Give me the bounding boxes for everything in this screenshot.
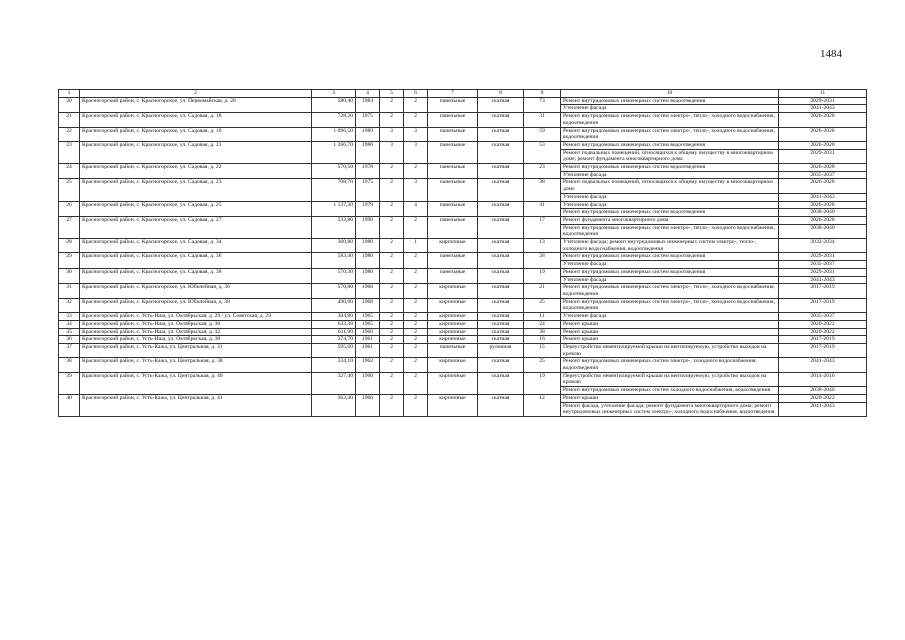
row-number: 25 — [59, 179, 80, 201]
column-number: 2 — [80, 90, 312, 98]
roof-type: скатная — [478, 141, 524, 163]
wall-material: кирпичные — [428, 298, 478, 312]
building-area: 728,20 — [312, 113, 356, 127]
row-number: 33 — [59, 313, 80, 321]
apartment-count: 25 — [524, 358, 561, 372]
repair-period: 2029-2031 — [779, 97, 867, 105]
repair-work: Ремонт внутридомовых инженерных систем водоотведения — [561, 209, 779, 217]
build-year: 1961 — [356, 343, 380, 357]
apartment-count: 53 — [524, 141, 561, 163]
repair-period: 2041-2043 — [779, 105, 867, 113]
wall-material: панельные — [428, 179, 478, 201]
table-row — [59, 253, 867, 261]
roof-type: скатная — [478, 127, 524, 141]
apartment-count: 17 — [524, 216, 561, 238]
apartment-count: 19 — [524, 268, 561, 283]
table-row — [59, 343, 867, 357]
repair-work: Ремонт внутридомовых инженерных систем электро-, холодного водоснабжения, водоотведения — [561, 358, 779, 372]
repair-period: 2041-2043 — [779, 193, 867, 201]
wall-material: кирпичные — [428, 394, 478, 416]
row-number: 29 — [59, 253, 80, 268]
repair-period: 2041-2043 — [779, 358, 867, 372]
building-area: 633,38 — [312, 320, 356, 328]
building-area: 327,40 — [312, 372, 356, 394]
floor-count: 2 — [380, 343, 404, 357]
repair-period: 2029-2031 — [779, 268, 867, 276]
row-number: 23 — [59, 141, 80, 163]
row-number: 37 — [59, 343, 80, 357]
building-address: Красногорский район, с. Красногорское, ул. Садовая, д. 34 — [80, 239, 312, 253]
repair-work: Ремонт внутридомовых инженерных систем водоотведения — [561, 253, 779, 261]
building-address: Красногорский район, с. Усть-Кажа, ул. Центральная, д. 41 — [80, 394, 312, 416]
entrance-count: 2 — [404, 216, 428, 238]
table-row — [59, 268, 867, 276]
repair-work: Утепление фасада — [561, 171, 779, 179]
repair-work: Утепление фасада — [561, 313, 779, 321]
row-number: 27 — [59, 216, 80, 238]
apartment-count: 23 — [524, 164, 561, 179]
roof-type: скатная — [478, 179, 524, 201]
repair-period: 2041-2043 — [779, 402, 867, 416]
row-number: 39 — [59, 372, 80, 394]
row-number: 38 — [59, 358, 80, 372]
entrance-count: 2 — [404, 164, 428, 179]
repair-period: 2038-2040 — [779, 387, 867, 395]
repair-period: 2017-2019 — [779, 336, 867, 344]
column-number: 11 — [779, 90, 867, 98]
floor-count: 2 — [380, 179, 404, 201]
apartment-count: 15 — [524, 343, 561, 357]
repair-work: Переустройство невентилируемой крыши на вентилируемую, устройство выходов на кровлю — [561, 372, 779, 386]
row-number: 20 — [59, 97, 80, 112]
repair-period: 2038-2040 — [779, 224, 867, 238]
apartment-count: 73 — [524, 97, 561, 112]
entrance-count: 2 — [404, 328, 428, 336]
table-row — [59, 284, 867, 298]
build-year: 1980 — [356, 268, 380, 283]
wall-material: панельные — [428, 253, 478, 268]
apartment-count: 38 — [524, 179, 561, 201]
entrance-count: 2 — [404, 113, 428, 127]
apartment-count: 13 — [524, 239, 561, 253]
row-number: 34 — [59, 320, 80, 328]
table-row — [59, 127, 867, 141]
wall-material: кирпичные — [428, 328, 478, 336]
apartment-count: 11 — [524, 313, 561, 321]
wall-material: панельные — [428, 164, 478, 179]
repair-period: 2020-2022 — [779, 320, 867, 328]
entrance-count: 2 — [404, 336, 428, 344]
building-address: Красногорский район, с. Красногорское, ул. Садовая, д. 36 — [80, 253, 312, 268]
row-number: 30 — [59, 268, 80, 283]
table-row — [59, 372, 867, 386]
entrance-count: 3 — [404, 127, 428, 141]
repair-period: 2038-2040 — [779, 209, 867, 217]
build-year: 1965 — [356, 320, 380, 328]
build-year: 1980 — [356, 253, 380, 268]
wall-material: кирпичные — [428, 358, 478, 372]
building-area: 360,80 — [312, 239, 356, 253]
build-year: 1989 — [356, 127, 380, 141]
repair-work: Ремонт внутридомовых инженерных систем электро-, тепло-, холодного водоснабжения, водоотведения — [561, 113, 779, 127]
repair-period: 2026-2028 — [779, 216, 867, 224]
repair-work: Ремонт внутридомовых инженерных систем электро-, тепло-, холодного водоснабжения, водоотведения — [561, 127, 779, 141]
column-number: 5 — [380, 90, 404, 98]
row-number: 35 — [59, 328, 80, 336]
repair-work: Ремонт крыши — [561, 336, 779, 344]
floor-count: 2 — [380, 313, 404, 321]
building-address: Красногорский район, с. Красногорское, ул. Первомайская, д. 28 — [80, 97, 312, 112]
floor-count: 3 — [380, 127, 404, 141]
repair-period: 2029-2031 — [779, 253, 867, 261]
row-number: 26 — [59, 201, 80, 216]
roof-type: скатная — [478, 284, 524, 298]
wall-material: кирпичные — [428, 284, 478, 298]
column-number: 4 — [356, 90, 380, 98]
wall-material: панельные — [428, 343, 478, 357]
roof-type: скатная — [478, 358, 524, 372]
build-year: 1986 — [356, 141, 380, 163]
column-number: 8 — [478, 90, 524, 98]
row-number: 22 — [59, 127, 80, 141]
wall-material: панельные — [428, 216, 478, 238]
wall-material: панельные — [428, 141, 478, 163]
building-address: Красногорский район, с. Красногорское, ул. Садовая, д. 23 — [80, 179, 312, 201]
building-area: 570,30 — [312, 268, 356, 283]
building-address: Красногорский район, с. Красногорское, ул. Садовая, д. 38 — [80, 268, 312, 283]
repair-period: 2026-2028 — [779, 164, 867, 172]
building-area: 1 266,70 — [312, 141, 356, 163]
building-area: 363,40 — [312, 394, 356, 416]
table-row — [59, 164, 867, 172]
table-row — [59, 179, 867, 193]
entrance-count: 2 — [404, 97, 428, 112]
building-area: 570,50 — [312, 164, 356, 179]
apartment-count: 59 — [524, 127, 561, 141]
repair-work: Утепление фасада; ремонт внутридомовых инженерных систем электро-, тепло-, холодного водоснабжения, водоотведения — [561, 239, 779, 253]
column-number: 9 — [524, 90, 561, 98]
table-row — [59, 336, 867, 344]
repair-period: 2020-2022 — [779, 328, 867, 336]
table-row — [59, 97, 867, 105]
building-address: Красногорский район, с. Усть-Кажа, ул. Центральная, д. 38 — [80, 358, 312, 372]
repair-period: 2014-2016 — [779, 372, 867, 386]
repair-work: Ремонт внутридомовых инженерных систем холодного водоснабжения, водоотведения — [561, 387, 779, 395]
repair-period: 2017-2019 — [779, 298, 867, 312]
build-year: 1966 — [356, 372, 380, 394]
build-year: 1980 — [356, 239, 380, 253]
roof-type: скатная — [478, 372, 524, 394]
column-number: 6 — [404, 90, 428, 98]
row-number: 31 — [59, 284, 80, 298]
apartment-count: 19 — [524, 372, 561, 394]
table-row — [59, 113, 867, 127]
entrance-count: 2 — [404, 372, 428, 394]
wall-material: кирпичные — [428, 239, 478, 253]
table-row — [59, 298, 867, 312]
roof-type: скатная — [478, 320, 524, 328]
floor-count: 2 — [380, 201, 404, 216]
roof-type: скатная — [478, 394, 524, 416]
building-area: 570,80 — [312, 284, 356, 298]
floor-count: 2 — [380, 320, 404, 328]
repair-period: 2026-2028 — [779, 201, 867, 209]
apartment-count: 38 — [524, 328, 561, 336]
repair-work: Ремонт внутридомовых инженерных систем электро-, тепло-, холодного водоснабжения, водоотведения — [561, 284, 779, 298]
page-number: 1484 — [820, 48, 842, 60]
roof-type: скатная — [478, 298, 524, 312]
floor-count: 2 — [380, 284, 404, 298]
building-address: Красногорский район, с. Красногорское, ул. Садовая, д. 22 — [80, 164, 312, 179]
build-year: 1961 — [356, 336, 380, 344]
repair-work: Ремонт внутридомовых инженерных систем электро-, тепло-, холодного водоснабжения, водоотведения — [561, 298, 779, 312]
repair-work: Ремонт крыши — [561, 394, 779, 402]
wall-material: кирпичные — [428, 313, 478, 321]
entrance-count: 2 — [404, 253, 428, 268]
building-address: Красногорский район, с. Красногорское, ул. Садовая, д. 18 — [80, 113, 312, 127]
wall-material: кирпичные — [428, 336, 478, 344]
roof-type: рулонная — [478, 343, 524, 357]
roof-type: скатная — [478, 313, 524, 321]
wall-material: панельные — [428, 97, 478, 112]
building-address: Красногорский район, с. Усть-Кажа, ул. Центральная, д. 40 — [80, 372, 312, 394]
column-number: 7 — [428, 90, 478, 98]
floor-count: 2 — [380, 394, 404, 416]
repair-work: Утепление фасада — [561, 276, 779, 284]
building-area: 583,40 — [312, 253, 356, 268]
column-number: 1 — [59, 90, 80, 98]
roof-type: скатная — [478, 113, 524, 127]
roof-type: скатная — [478, 239, 524, 253]
entrance-count: 2 — [404, 320, 428, 328]
building-area: 1 137,30 — [312, 201, 356, 216]
entrance-count: 2 — [404, 394, 428, 416]
floor-count: 2 — [380, 358, 404, 372]
floor-count: 2 — [380, 336, 404, 344]
repair-work: Ремонт крыши — [561, 320, 779, 328]
building-area: 334,10 — [312, 358, 356, 372]
wall-material: панельные — [428, 268, 478, 283]
repair-work: Ремонт внутридомовых инженерных систем электро-, тепло-, холодного водоснабжения, водоотведения — [561, 224, 779, 238]
build-year: 1975 — [356, 113, 380, 127]
building-address: Красногорский район, с. Красногорское, ул. Садовая, д. 25 — [80, 201, 312, 216]
floor-count: 2 — [380, 97, 404, 112]
apartment-count: 31 — [524, 113, 561, 127]
wall-material: кирпичные — [428, 320, 478, 328]
floor-count: 2 — [380, 164, 404, 179]
building-address: Красногорский район, с. Красногорское, ул. Садовая, д. 21 — [80, 141, 312, 163]
repair-period: 2026-2028 — [779, 141, 867, 149]
repair-work: Ремонт подвальных помещений, относящихся к общему имуществу в многоквартирном доме — [561, 179, 779, 193]
build-year: 1978 — [356, 164, 380, 179]
table-row — [59, 216, 867, 224]
wall-material: панельные — [428, 127, 478, 141]
floor-count: 2 — [380, 328, 404, 336]
entrance-count: 2 — [404, 358, 428, 372]
floor-count: 3 — [380, 141, 404, 163]
repair-work: Переустройство невентилируемой крыши на вентилируемую, устройство выходов на кровлю — [561, 343, 779, 357]
building-area: 304,80 — [312, 313, 356, 321]
repair-period: 2032-2034 — [779, 239, 867, 253]
building-area: 374,70 — [312, 336, 356, 344]
repair-work: Ремонт внутридомовых инженерных систем водоотведения — [561, 141, 779, 149]
row-number: 36 — [59, 336, 80, 344]
repair-period: 2020-2022 — [779, 394, 867, 402]
building-area: 595,60 — [312, 343, 356, 357]
wall-material: кирпичные — [428, 372, 478, 394]
table-row — [59, 328, 867, 336]
wall-material: панельные — [428, 113, 478, 127]
repair-work: Ремонт фундамента многоквартирного дома — [561, 216, 779, 224]
build-year: 1966 — [356, 394, 380, 416]
repair-work: Ремонт внутридомовых инженерных систем водоотведения — [561, 164, 779, 172]
repair-work: Утепление фасада — [561, 261, 779, 269]
entrance-count: 3 — [404, 141, 428, 163]
repair-work: Ремонт подвальных помещений, относящихся к общему имуществу в многоквартирном доме; ремонт фундамента многоквартирного дома — [561, 149, 779, 163]
floor-count: 2 — [380, 216, 404, 238]
column-number: 3 — [312, 90, 356, 98]
repair-period: 2017-2019 — [779, 284, 867, 298]
building-area: 611,90 — [312, 328, 356, 336]
entrance-count: 1 — [404, 239, 428, 253]
repair-period: 2041-2043 — [779, 276, 867, 284]
apartment-count: 25 — [524, 298, 561, 312]
floor-count: 2 — [380, 113, 404, 127]
roof-type: скатная — [478, 164, 524, 179]
build-year: 1968 — [356, 284, 380, 298]
table-row — [59, 358, 867, 372]
repair-period: 2026-2028 — [779, 179, 867, 193]
table-row — [59, 201, 867, 209]
repair-period: 2026-2028 — [779, 127, 867, 141]
building-address: Красногорский район, с. Красногорское, ул. Юбилейная, д. 38 — [80, 298, 312, 312]
building-address: Красногорский район, с. Красногорское, ул. Садовая, д. 27 — [80, 216, 312, 238]
roof-type: скатная — [478, 253, 524, 268]
repair-period: 2017-2019 — [779, 343, 867, 357]
building-address: Красногорский район, с. Красногорское, ул. Садовая, д. 19 — [80, 127, 312, 141]
build-year: 1975 — [356, 179, 380, 201]
floor-count: 2 — [380, 239, 404, 253]
repair-period: 2035-2037 — [779, 313, 867, 321]
apartment-count: 41 — [524, 201, 561, 216]
repair-period: 2035-2037 — [779, 261, 867, 269]
repair-work: Утепление фасада — [561, 193, 779, 201]
building-address: Красногорский район, с. Красногорское, ул. Юбилейная, д. 36 — [80, 284, 312, 298]
apartment-count: 12 — [524, 394, 561, 416]
build-year: 1962 — [356, 358, 380, 372]
building-address: Красногорский район, с. Усть-Иша, ул. Октябрьская, д. 32 — [80, 328, 312, 336]
entrance-count: 2 — [404, 298, 428, 312]
build-year: 1965 — [356, 313, 380, 321]
building-address: Красногорский район, с. Усть-Иша, ул. Октябрьская, д. 29 / ул. Советская, д. 29 — [80, 313, 312, 321]
build-year: 1984 — [356, 97, 380, 112]
floor-count: 2 — [380, 372, 404, 394]
building-address: Красногорский район, с. Усть-Кажа, ул. Центральная, д. 31 — [80, 343, 312, 357]
repair-work: Ремонт фасада, утепление фасада; ремонт фундамента многоквартирного дома; ремонт внутридомовых инженерных систем электро-, холодного водоснабжения, водоотведения — [561, 402, 779, 416]
floor-count: 2 — [380, 298, 404, 312]
build-year: 1990 — [356, 216, 380, 238]
apartment-count: 21 — [524, 284, 561, 298]
repair-work: Ремонт внутридомовых инженерных систем водоотведения — [561, 268, 779, 276]
repair-period: 2029-2031 — [779, 149, 867, 163]
row-number: 21 — [59, 113, 80, 127]
roof-type: скатная — [478, 216, 524, 238]
repair-period: 2026-2028 — [779, 113, 867, 127]
building-area: 1 096,50 — [312, 127, 356, 141]
floor-count: 2 — [380, 268, 404, 283]
repair-work: Утепление фасада — [561, 105, 779, 113]
entrance-count: 2 — [404, 313, 428, 321]
building-area: 708,70 — [312, 179, 356, 201]
repair-work: Утепление фасада — [561, 201, 779, 209]
column-number-row — [59, 90, 867, 98]
apartment-count: 16 — [524, 336, 561, 344]
repair-work: Ремонт внутридомовых инженерных систем водоотведения — [561, 97, 779, 105]
build-year: 1968 — [356, 298, 380, 312]
building-area: 533,80 — [312, 216, 356, 238]
apartment-count: 24 — [524, 320, 561, 328]
table-row — [59, 320, 867, 328]
building-repair-table — [58, 89, 867, 417]
entrance-count: 2 — [404, 268, 428, 283]
building-area: 580,40 — [312, 97, 356, 112]
entrance-count: 3 — [404, 179, 428, 201]
floor-count: 2 — [380, 253, 404, 268]
column-number: 10 — [561, 90, 779, 98]
roof-type: скатная — [478, 328, 524, 336]
table-row — [59, 141, 867, 149]
row-number: 40 — [59, 394, 80, 416]
repair-work: Ремонт крыши — [561, 328, 779, 336]
wall-material: панельные — [428, 201, 478, 216]
build-year: 1979 — [356, 201, 380, 216]
table-row — [59, 313, 867, 321]
repair-period: 2035-2037 — [779, 171, 867, 179]
building-address: Красногорский район, с. Усть-Иша, ул. Октябрьская, д. 38 — [80, 336, 312, 344]
roof-type: скатная — [478, 268, 524, 283]
row-number: 32 — [59, 298, 80, 312]
roof-type: скатная — [478, 201, 524, 216]
entrance-count: 4 — [404, 201, 428, 216]
table-row — [59, 394, 867, 402]
row-number: 28 — [59, 239, 80, 253]
roof-type: скатная — [478, 336, 524, 344]
table-row — [59, 239, 867, 253]
entrance-count: 2 — [404, 284, 428, 298]
roof-type: скатная — [478, 97, 524, 112]
row-number: 24 — [59, 164, 80, 179]
build-year: 1960 — [356, 328, 380, 336]
building-area: 490,00 — [312, 298, 356, 312]
apartment-count: 28 — [524, 253, 561, 268]
entrance-count: 2 — [404, 343, 428, 357]
building-address: Красногорский район, с. Усть-Иша, ул. Октябрьская, д. 30 — [80, 320, 312, 328]
